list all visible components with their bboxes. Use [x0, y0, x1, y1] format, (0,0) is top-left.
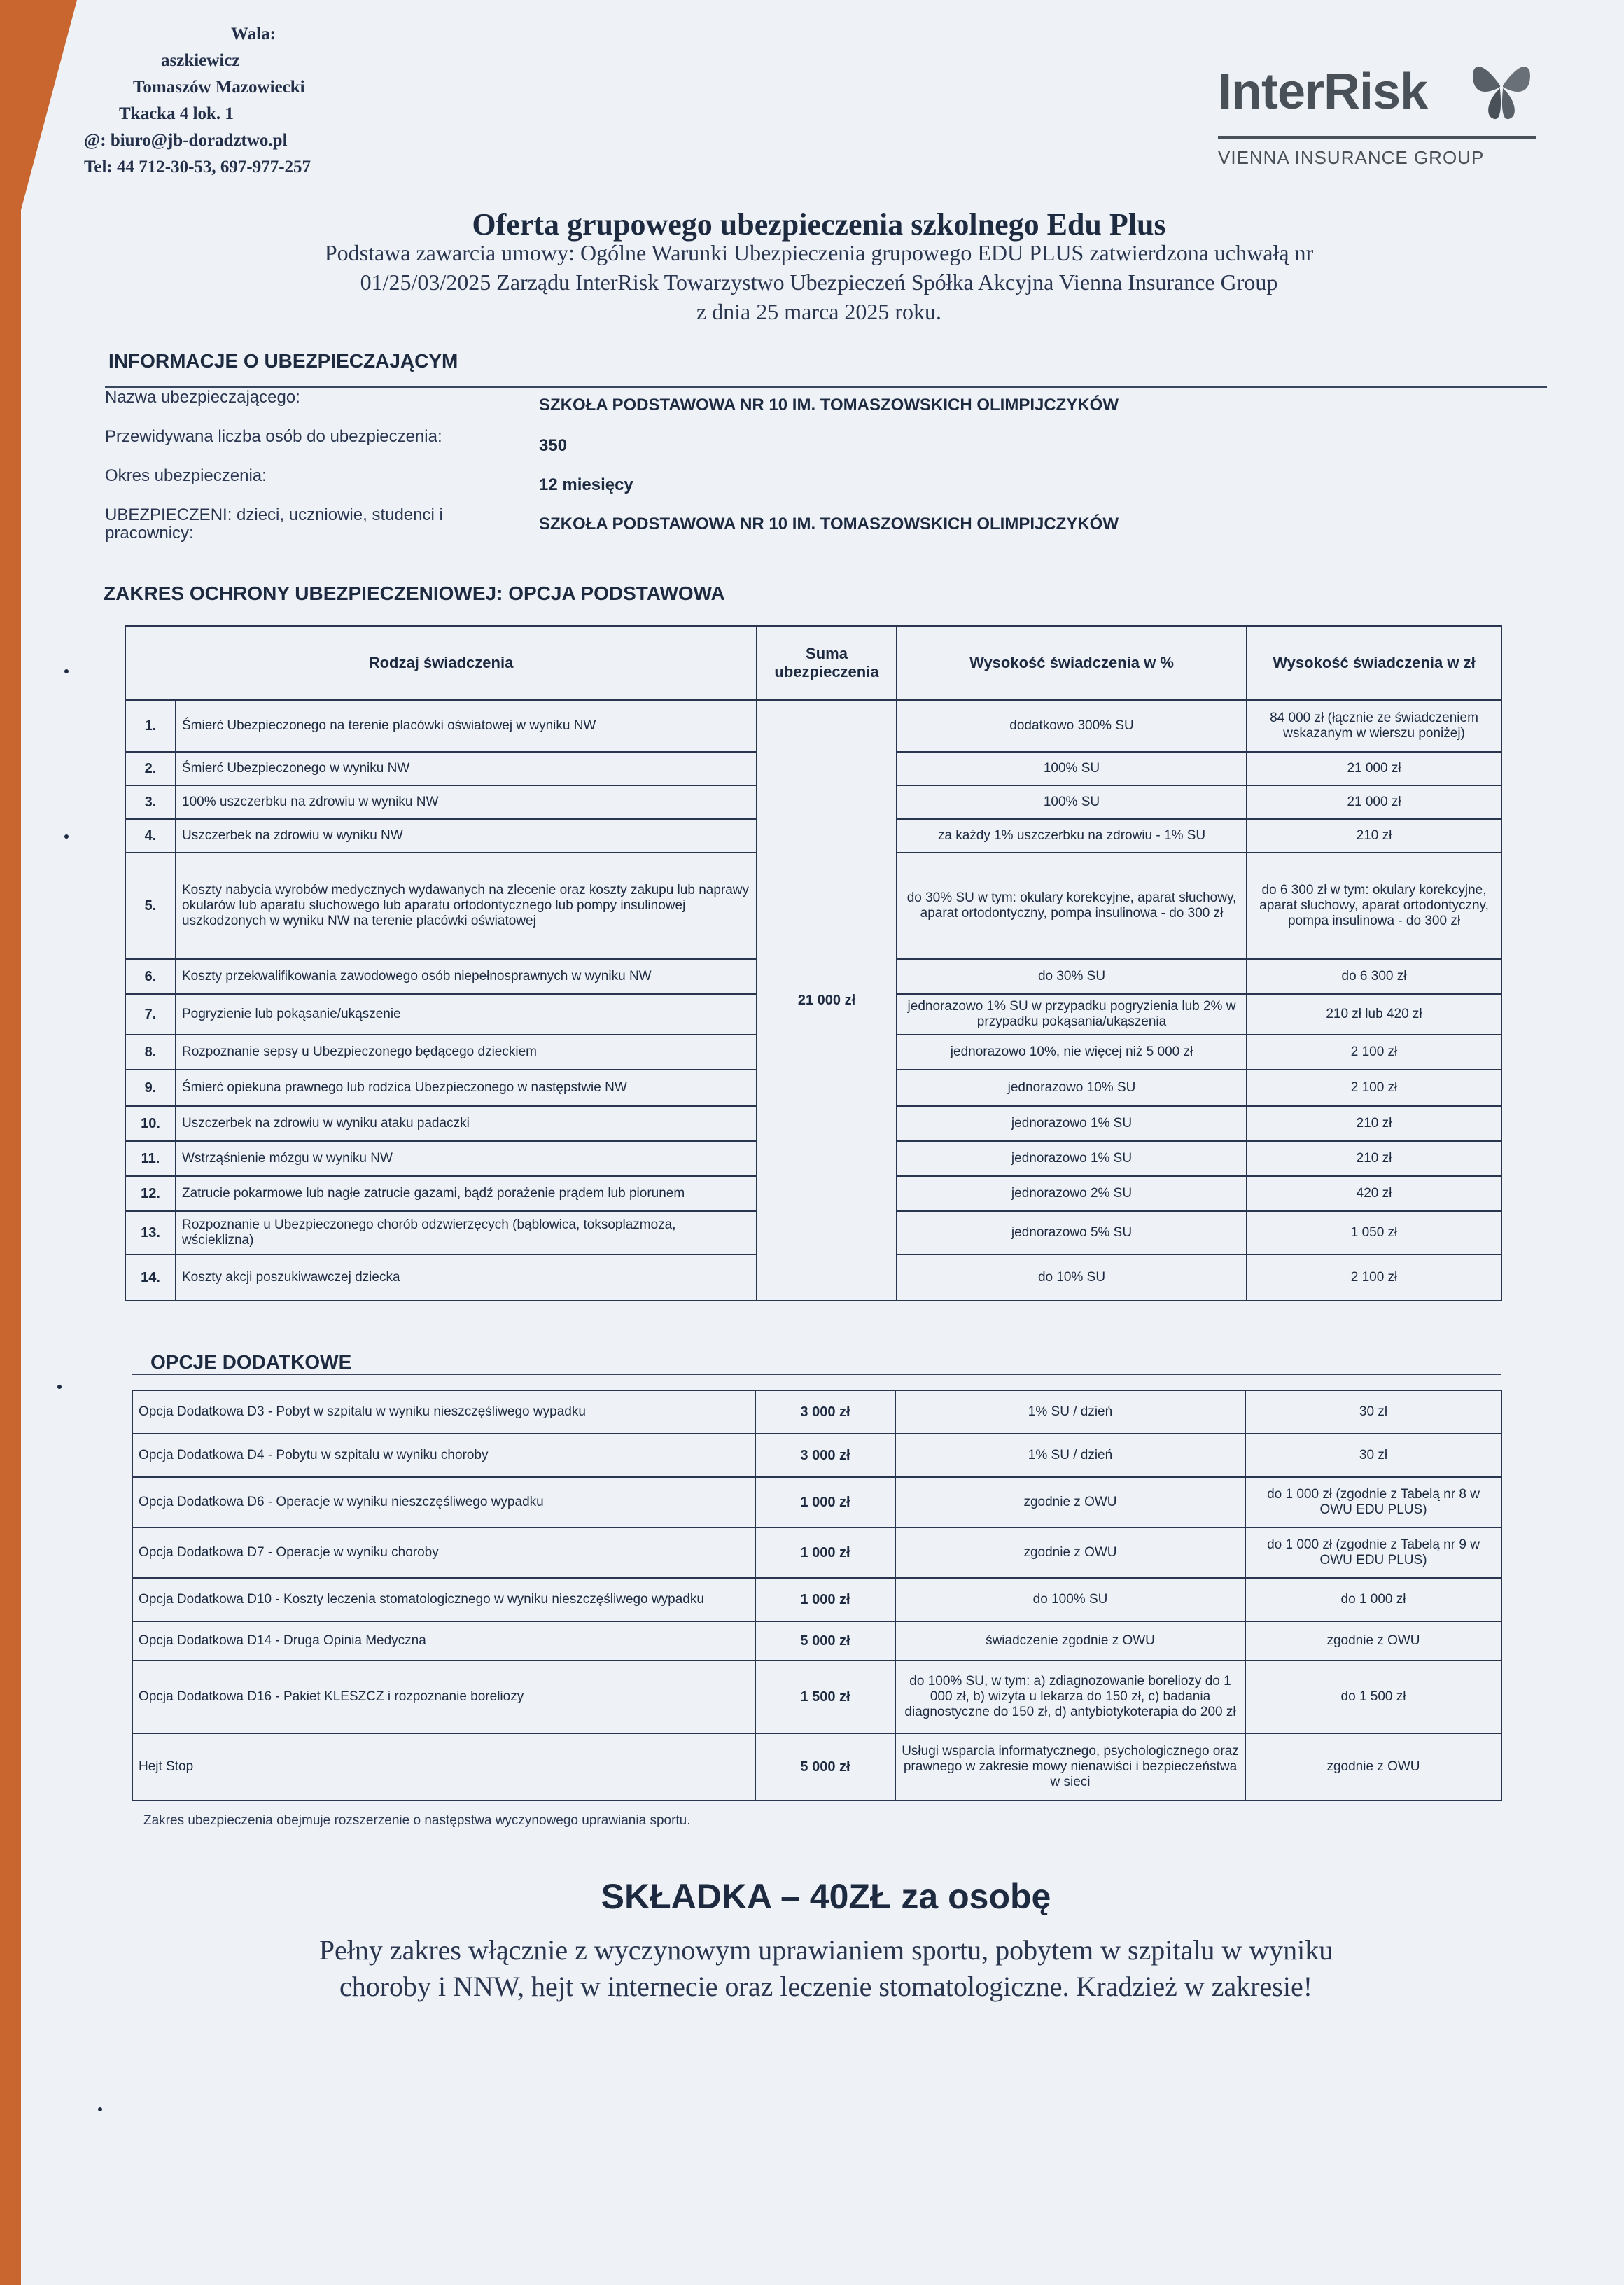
row-number: 8.	[125, 1035, 176, 1070]
option-name: Hejt Stop	[132, 1733, 755, 1801]
col-header-sum: Suma ubezpieczenia	[757, 626, 897, 700]
row-pct: za każdy 1% uszczerbku na zdrowiu - 1% SU	[897, 819, 1247, 853]
agent-line-3: Tomaszów Mazowiecki	[133, 78, 305, 97]
option-pct: do 100% SU	[895, 1578, 1245, 1621]
row-pln: do 6 300 zł w tym: okulary korekcyjne, aparat słuchowy, aparat ortodontyczny, pompa insulinowa - do 300 zł	[1247, 853, 1502, 959]
scope-heading: ZAKRES OCHRONY UBEZPIECZENIOWEJ: OPCJA PODSTAWOWA	[104, 582, 725, 604]
row-benefit: Rozpoznanie u Ubezpieczonego chorób odzwierzęcych (bąblowica, toksoplazmoza, wścieklizna)	[176, 1211, 757, 1255]
table-header-row	[125, 626, 1502, 700]
info-value: SZKOŁA PODSTAWOWA NR 10 IM. TOMASZOWSKICH OLIMPIJCZYKÓW	[539, 515, 1119, 533]
option-pln: do 1 000 zł	[1245, 1578, 1502, 1621]
info-label: UBEZPIECZENI: dzieci, uczniowie, studenci i pracownicy:	[105, 505, 443, 543]
row-pct: do 10% SU	[897, 1255, 1247, 1301]
col-header-pln: Wysokość świadczenia w zł	[1247, 626, 1502, 700]
row-number: 5.	[125, 853, 176, 959]
document-basis	[175, 238, 1463, 326]
row-benefit: Uszczerbek na zdrowiu w wyniku ataku padaczki	[176, 1106, 757, 1141]
col-header-benefit: Rodzaj świadczenia	[125, 626, 757, 700]
table-row	[132, 1528, 1502, 1578]
option-sum: 5 000 zł	[755, 1621, 895, 1661]
option-pct: 1% SU / dzień	[895, 1434, 1245, 1477]
row-pln: 1 050 zł	[1247, 1211, 1502, 1255]
agent-line-4: Tkacka 4 lok. 1	[119, 104, 234, 123]
punch-mark	[98, 2107, 102, 2111]
info-label: Przewidywana liczba osób do ubezpieczenia:	[105, 427, 442, 446]
row-number: 2.	[125, 752, 176, 785]
insured-heading: INFORMACJE O UBEZPIECZAJĄCYM	[108, 350, 458, 372]
option-name: Opcja Dodatkowa D4 - Pobytu w szpitalu w wyniku choroby	[132, 1434, 755, 1477]
premium-line-1: Pełny zakres włącznie z wyczynowym uprawianiem sportu, pobytem w szpitalu w wyniku	[318, 1934, 1334, 1966]
row-number: 6.	[125, 959, 176, 994]
option-pln: do 1 000 zł (zgodnie z Tabelą nr 9 w OWU EDU PLUS)	[1245, 1528, 1502, 1578]
info-row	[105, 389, 1435, 428]
additional-options-table	[132, 1390, 1502, 1801]
option-name: Opcja Dodatkowa D3 - Pobyt w szpitalu w wyniku nieszczęśliwego wypadku	[132, 1390, 755, 1434]
punch-mark	[64, 669, 69, 673]
row-number: 4.	[125, 819, 176, 853]
row-pct: do 30% SU w tym: okulary korekcyjne, aparat słuchowy, aparat ortodontyczny, pompa insulinowa - do 300 zł	[897, 853, 1247, 959]
option-name: Opcja Dodatkowa D7 - Operacje w wyniku choroby	[132, 1528, 755, 1578]
row-benefit: Koszty nabycia wyrobów medycznych wydawanych na zlecenie oraz koszty zakupu lub naprawy okularów lub aparatu słuchowego lub aparatu ortodontycznego lub pompy insulinowej uszkodzonych w wyniku NW na terenie placówki oświatowej	[176, 853, 757, 959]
table-row	[132, 1434, 1502, 1477]
col-header-pct: Wysokość świadczenia w %	[897, 626, 1247, 700]
option-pln: do 1 000 zł (zgodnie z Tabelą nr 8 w OWU EDU PLUS)	[1245, 1477, 1502, 1528]
option-pct: Usługi wsparcia informatycznego, psychologicznego oraz prawnego w zakresie mowy nienawiści i bezpieczeństwa w sieci	[895, 1733, 1245, 1801]
row-pct: jednorazowo 10%, nie więcej niż 5 000 zł	[897, 1035, 1247, 1070]
option-pct: świadczenie zgodnie z OWU	[895, 1621, 1245, 1661]
option-pct: zgodnie z OWU	[895, 1528, 1245, 1578]
agent-contact-block	[84, 21, 448, 181]
option-pln: zgodnie z OWU	[1245, 1621, 1502, 1661]
row-benefit: Śmierć opiekuna prawnego lub rodzica Ubezpieczonego w następstwie NW	[176, 1070, 757, 1106]
row-number: 12.	[125, 1176, 176, 1211]
premium-description	[182, 1932, 1470, 2005]
option-sum: 5 000 zł	[755, 1733, 895, 1801]
options-heading: OPCJE DODATKOWE	[150, 1351, 352, 1373]
option-pct: do 100% SU, w tym: a) zdiagnozowanie boreliozy do 1 000 zł, b) wizyta u lekarza do 150 zł, c) badania diagnostyczne do 150 zł, d) antybiotykoterapia do 200 zł	[895, 1661, 1245, 1733]
row-pln: 84 000 zł (łącznie ze świadczeniem wskazanym w wierszu poniżej)	[1247, 700, 1502, 752]
table-row	[132, 1477, 1502, 1528]
row-pct: jednorazowo 5% SU	[897, 1211, 1247, 1255]
premium-headline: SKŁADKA – 40ZŁ za osobę	[601, 1877, 1051, 1916]
option-sum: 3 000 zł	[755, 1390, 895, 1434]
option-name: Opcja Dodatkowa D6 - Operacje w wyniku nieszczęśliwego wypadku	[132, 1477, 755, 1528]
row-pln: 210 zł	[1247, 819, 1502, 853]
option-pct: 1% SU / dzień	[895, 1390, 1245, 1434]
row-benefit: Zatrucie pokarmowe lub nagłe zatrucie gazami, bądź porażenie prądem lub piorunem	[176, 1176, 757, 1211]
row-number: 10.	[125, 1106, 176, 1141]
option-pln: zgodnie z OWU	[1245, 1733, 1502, 1801]
logo-name: InterRisk	[1218, 64, 1428, 120]
row-number: 1.	[125, 700, 176, 752]
punch-mark	[57, 1385, 62, 1389]
table-row	[132, 1578, 1502, 1621]
table-row	[132, 1390, 1502, 1434]
table-row	[132, 1661, 1502, 1733]
row-benefit: Rozpoznanie sepsy u Ubezpieczonego będącego dzieckiem	[176, 1035, 757, 1070]
agent-phone: Tel: 44 712-30-53, 697-977-257	[84, 158, 312, 176]
row-pln: 21 000 zł	[1247, 752, 1502, 785]
row-pct: jednorazowo 1% SU	[897, 1141, 1247, 1176]
row-number: 3.	[125, 785, 176, 819]
row-pln: 420 zł	[1247, 1176, 1502, 1211]
row-pct: jednorazowo 1% SU	[897, 1106, 1247, 1141]
basis-line-3: z dnia 25 marca 2025 roku.	[696, 299, 942, 324]
option-sum: 1 000 zł	[755, 1477, 895, 1528]
option-name: Opcja Dodatkowa D10 - Koszty leczenia stomatologicznego w wyniku nieszczęśliwego wypadku	[132, 1578, 755, 1621]
options-divider	[132, 1374, 1501, 1375]
option-name: Opcja Dodatkowa D16 - Pakiet KLESZCZ i rozpoznanie boreliozy	[132, 1661, 755, 1733]
row-pln: 210 zł lub 420 zł	[1247, 994, 1502, 1035]
option-sum: 1 000 zł	[755, 1528, 895, 1578]
logo-group: VIENNA INSURANCE GROUP	[1218, 147, 1485, 168]
punch-mark	[64, 834, 69, 839]
row-pct: jednorazowo 1% SU w przypadku pogryzienia lub 2% w przypadku pokąsania/ukąszenia	[897, 994, 1247, 1035]
premium-line-2: choroby i NNW, hejt w internecie oraz leczenie stomatologiczne. Kradzież w zakresie!	[339, 1971, 1313, 2002]
table-row	[132, 1621, 1502, 1661]
row-pln: 210 zł	[1247, 1141, 1502, 1176]
row-benefit: Pogryzienie lub pokąsanie/ukąszenie	[176, 994, 757, 1035]
option-sum: 1 000 zł	[755, 1578, 895, 1621]
row-pct: dodatkowo 300% SU	[897, 700, 1247, 752]
row-pln: 2 100 zł	[1247, 1070, 1502, 1106]
butterfly-icon	[1466, 43, 1536, 127]
info-label: Okres ubezpieczenia:	[105, 466, 267, 485]
row-benefit: Wstrząśnienie mózgu w wyniku NW	[176, 1141, 757, 1176]
info-row	[105, 428, 1435, 467]
basis-line-1: Podstawa zawarcia umowy: Ogólne Warunki Ubezpieczenia grupowego EDU PLUS zatwierdzona uchwałą nr	[324, 240, 1314, 265]
info-label: Nazwa ubezpieczającego:	[105, 388, 300, 407]
row-number: 7.	[125, 994, 176, 1035]
option-name: Opcja Dodatkowa D14 - Druga Opinia Medyczna	[132, 1621, 755, 1661]
row-pln: 2 100 zł	[1247, 1255, 1502, 1301]
row-pct: do 30% SU	[897, 959, 1247, 994]
row-pct: 100% SU	[897, 785, 1247, 819]
agent-line-2: aszkiewicz	[161, 51, 240, 70]
option-pln: 30 zł	[1245, 1434, 1502, 1477]
row-pct: jednorazowo 10% SU	[897, 1070, 1247, 1106]
row-pln: do 6 300 zł	[1247, 959, 1502, 994]
option-pln: do 1 500 zł	[1245, 1661, 1502, 1733]
insured-info	[105, 389, 1435, 548]
table-row	[125, 700, 1502, 752]
info-value: 12 miesięcy	[539, 475, 634, 494]
row-pln: 2 100 zł	[1247, 1035, 1502, 1070]
row-benefit: Śmierć Ubezpieczonego w wyniku NW	[176, 752, 757, 785]
row-pct: jednorazowo 2% SU	[897, 1176, 1247, 1211]
basis-line-2: 01/25/03/2025 Zarządu InterRisk Towarzystwo Ubezpieczeń Spółka Akcyjna Vienna Insurance Group	[360, 270, 1278, 295]
info-row	[105, 506, 1435, 548]
sum-insured: 21 000 zł	[757, 700, 897, 1301]
row-benefit: Śmierć Ubezpieczonego na terenie placówki oświatowej w wyniku NW	[176, 700, 757, 752]
row-pln: 210 zł	[1247, 1106, 1502, 1141]
basic-coverage-table	[125, 625, 1502, 1301]
interrisk-logo	[1218, 43, 1536, 169]
logo-divider	[1218, 136, 1536, 139]
row-benefit: Koszty akcji poszukiwawczej dziecka	[176, 1255, 757, 1301]
info-row	[105, 467, 1435, 506]
row-pct: 100% SU	[897, 752, 1247, 785]
row-benefit: Koszty przekwalifikowania zawodowego osób niepełnosprawnych w wyniku NW	[176, 959, 757, 994]
option-pct: zgodnie z OWU	[895, 1477, 1245, 1528]
document-title: Oferta grupowego ubezpieczenia szkolnego Edu Plus	[472, 207, 1166, 242]
option-pln: 30 zł	[1245, 1390, 1502, 1434]
info-value: SZKOŁA PODSTAWOWA NR 10 IM. TOMASZOWSKICH OLIMPIJCZYKÓW	[539, 396, 1119, 414]
row-number: 13.	[125, 1211, 176, 1255]
row-pln: 21 000 zł	[1247, 785, 1502, 819]
table-row	[132, 1733, 1502, 1801]
row-number: 9.	[125, 1070, 176, 1106]
row-benefit: 100% uszczerbku na zdrowiu w wyniku NW	[176, 785, 757, 819]
info-value: 350	[539, 436, 568, 455]
option-sum: 3 000 zł	[755, 1434, 895, 1477]
row-number: 11.	[125, 1141, 176, 1176]
row-benefit: Uszczerbek na zdrowiu w wyniku NW	[176, 819, 757, 853]
agent-line-1: Wala:	[231, 25, 276, 43]
agent-email: @: biuro@jb-doradztwo.pl	[84, 131, 288, 150]
row-number: 14.	[125, 1255, 176, 1301]
insured-divider	[105, 386, 1547, 388]
option-sum: 1 500 zł	[755, 1661, 895, 1733]
options-footnote: Zakres ubezpieczenia obejmuje rozszerzenie o następstwa wyczynowego uprawiania sportu.	[144, 1813, 691, 1828]
